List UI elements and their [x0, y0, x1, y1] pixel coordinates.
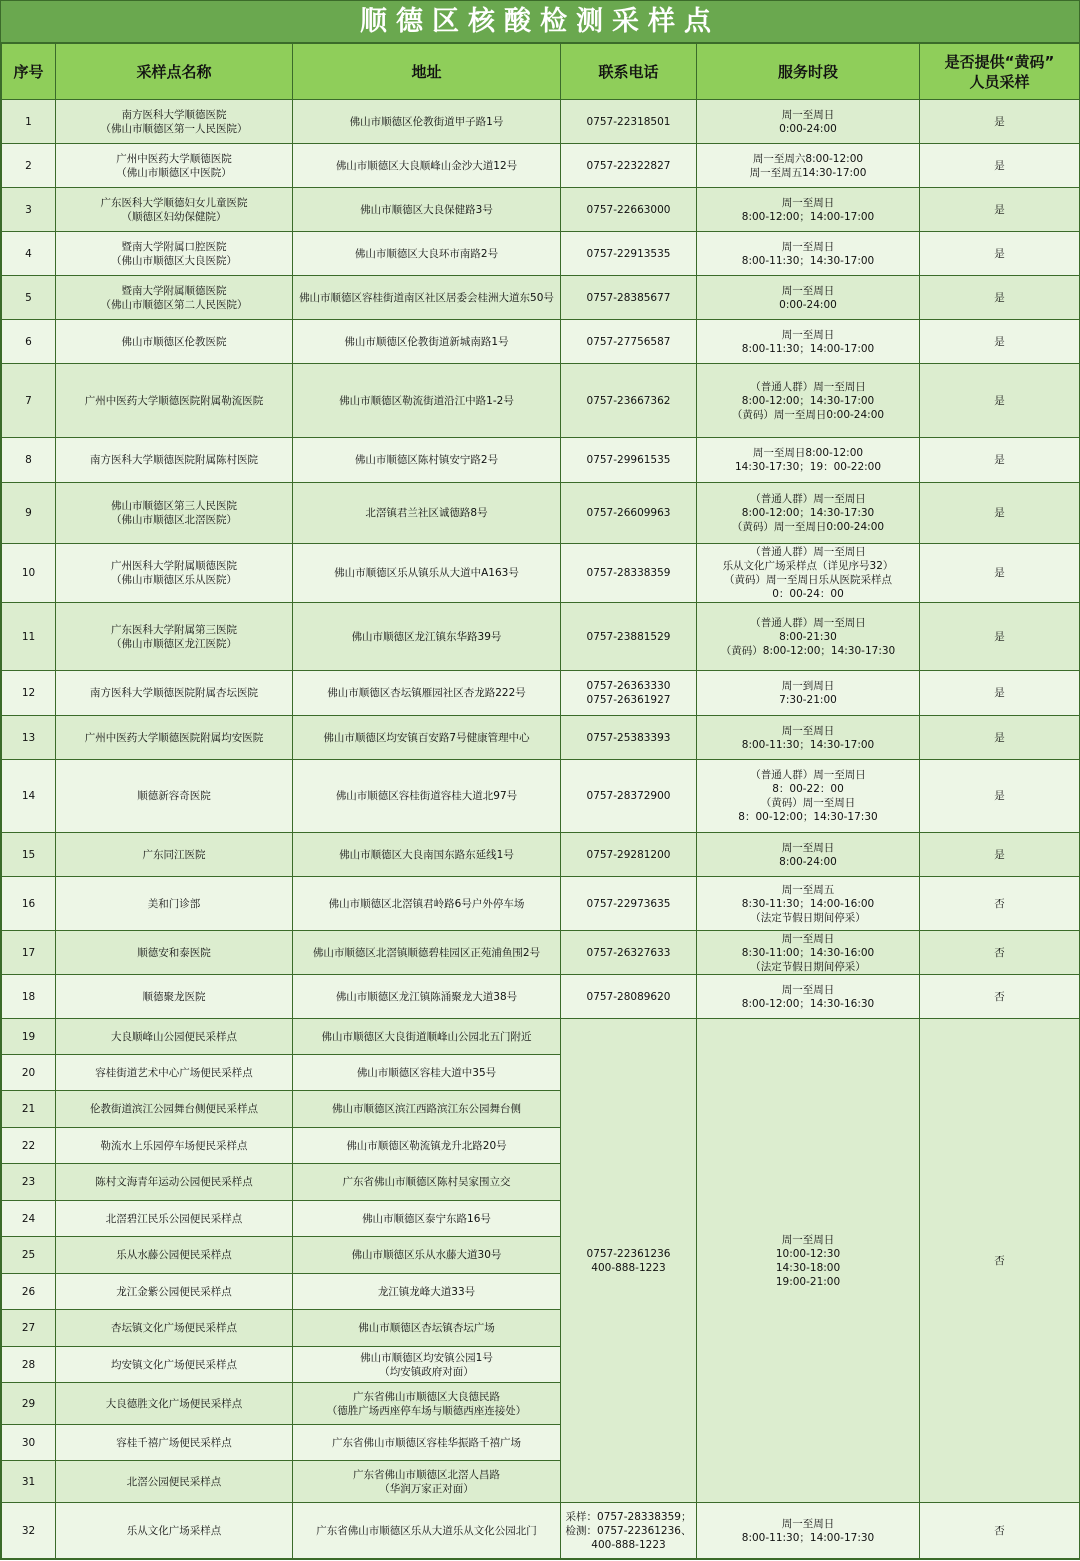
cell-seq: 27	[2, 1310, 56, 1347]
cell-seq: 6	[2, 320, 56, 364]
cell-seq: 17	[2, 931, 56, 975]
cell-seq: 21	[2, 1091, 56, 1128]
cell-name: 乐从文化广场采样点	[56, 1503, 293, 1559]
cell-address: 佛山市顺德区均安镇公园1号 （均安镇政府对面）	[293, 1347, 561, 1383]
cell-yellow: 是	[920, 833, 1080, 877]
cell-yellow: 是	[920, 603, 1080, 671]
cell-address: 佛山市顺德区乐从镇乐从大道中A163号	[293, 544, 561, 603]
cell-name: 大良德胜文化广场便民采样点	[56, 1383, 293, 1425]
cell-name: 佛山市顺德区伦教医院	[56, 320, 293, 364]
cell-address: 佛山市顺德区勒流镇龙升北路20号	[293, 1128, 561, 1164]
cell-seq: 23	[2, 1164, 56, 1201]
table-row	[2, 232, 1080, 276]
cell-address: 佛山市顺德区容桂大道中35号	[293, 1055, 561, 1091]
cell-yellow: 是	[920, 544, 1080, 603]
cell-phone: 0757-28372900	[561, 760, 697, 833]
cell-address: 龙江镇龙峰大道33号	[293, 1274, 561, 1310]
table-row	[2, 483, 1080, 544]
cell-yellow: 是	[920, 364, 1080, 438]
cell-address: 佛山市顺德区勒流街道沿江中路1-2号	[293, 364, 561, 438]
table-row	[2, 544, 1080, 603]
cell-name: 南方医科大学顺德医院 （佛山市顺德区第一人民医院）	[56, 100, 293, 144]
cell-name: 广州中医药大学顺德医院 （佛山市顺德区中医院）	[56, 144, 293, 188]
cell-seq: 9	[2, 483, 56, 544]
cell-yellow-merged: 否	[920, 1019, 1080, 1503]
cell-phone: 0757-26327633	[561, 931, 697, 975]
cell-phone: 0757-28338359	[561, 544, 697, 603]
cell-address: 佛山市顺德区容桂街道南区社区居委会桂洲大道东50号	[293, 276, 561, 320]
cell-name: 顺德聚龙医院	[56, 975, 293, 1019]
cell-seq: 12	[2, 671, 56, 716]
cell-hours: （普通人群）周一至周日 8:00-12:00；14:30-17:30 （黄码）周一至周日0:00-24:00	[697, 483, 920, 544]
sites-table	[1, 43, 1080, 1559]
cell-name: 美和门诊部	[56, 877, 293, 931]
cell-name: 顺德安和泰医院	[56, 931, 293, 975]
cell-yellow: 是	[920, 100, 1080, 144]
cell-address: 佛山市顺德区杏坛镇雁园社区杏龙路222号	[293, 671, 561, 716]
cell-name: 南方医科大学顺德医院附属杏坛医院	[56, 671, 293, 716]
cell-yellow: 是	[920, 716, 1080, 760]
cell-seq: 18	[2, 975, 56, 1019]
cell-address: 佛山市顺德区均安镇百安路7号健康管理中心	[293, 716, 561, 760]
cell-name: 南方医科大学顺德医院附属陈村医院	[56, 438, 293, 483]
cell-name: 乐从水藤公园便民采样点	[56, 1237, 293, 1274]
cell-hours: 周一至周日 8:00-11:30；14:30-17:00	[697, 716, 920, 760]
cell-seq: 29	[2, 1383, 56, 1425]
cell-hours: 周一到周日 7:30-21:00	[697, 671, 920, 716]
header-name: 采样点名称	[56, 44, 293, 100]
header-yellow-code: 是否提供“黄码” 人员采样	[920, 44, 1080, 100]
cell-hours: （普通人群）周一至周日 8:00-21:30 （黄码）8:00-12:00；14:30-17:30	[697, 603, 920, 671]
cell-yellow: 是	[920, 320, 1080, 364]
cell-address: 佛山市顺德区乐从水藤大道30号	[293, 1237, 561, 1274]
cell-hours: 周一至周日8:00-12:00 14:30-17:30；19：00-22:00	[697, 438, 920, 483]
cell-name: 北滘碧江民乐公园便民采样点	[56, 1201, 293, 1237]
cell-name: 顺德新容奇医院	[56, 760, 293, 833]
cell-phone: 0757-27756587	[561, 320, 697, 364]
table-row	[2, 833, 1080, 877]
header-hours: 服务时段	[697, 44, 920, 100]
cell-address: 佛山市顺德区龙江镇陈涌聚龙大道38号	[293, 975, 561, 1019]
cell-seq: 3	[2, 188, 56, 232]
cell-phone: 0757-22973635	[561, 877, 697, 931]
cell-address: 佛山市顺德区北滘镇君岭路6号户外停车场	[293, 877, 561, 931]
cell-name: 广东同江医院	[56, 833, 293, 877]
table-row	[2, 603, 1080, 671]
cell-name: 伦教街道滨江公园舞台侧便民采样点	[56, 1091, 293, 1128]
cell-name: 勒流水上乐园停车场便民采样点	[56, 1128, 293, 1164]
cell-yellow: 是	[920, 760, 1080, 833]
cell-hours: 周一至周日 8:00-12:00；14:00-17:00	[697, 188, 920, 232]
cell-address: 佛山市顺德区大良环市南路2号	[293, 232, 561, 276]
cell-yellow: 是	[920, 188, 1080, 232]
cell-phone: 0757-29281200	[561, 833, 697, 877]
cell-yellow: 是	[920, 276, 1080, 320]
header-row	[2, 44, 1080, 100]
cell-phone: 0757-23667362	[561, 364, 697, 438]
table-row	[2, 931, 1080, 975]
cell-name: 佛山市顺德区第三人民医院 （佛山市顺德区北滘医院）	[56, 483, 293, 544]
cell-name: 广州中医药大学顺德医院附属勒流医院	[56, 364, 293, 438]
table-row	[2, 760, 1080, 833]
table-row	[2, 144, 1080, 188]
cell-hours: 周一至周日 8:00-11:30；14:00-17:00	[697, 320, 920, 364]
cell-address: 广东省佛山市顺德区容桂华振路千禧广场	[293, 1425, 561, 1461]
cell-yellow: 是	[920, 438, 1080, 483]
table-row	[2, 100, 1080, 144]
cell-phone: 0757-29961535	[561, 438, 697, 483]
cell-phone: 0757-26363330 0757-26361927	[561, 671, 697, 716]
cell-phone: 0757-28385677	[561, 276, 697, 320]
table-row	[2, 1019, 1080, 1055]
cell-phone: 0757-26609963	[561, 483, 697, 544]
cell-phone: 0757-22663000	[561, 188, 697, 232]
sheet-title: 顺德区核酸检测采样点	[1, 1, 1079, 43]
cell-seq: 11	[2, 603, 56, 671]
cell-hours-merged: 周一至周日 10:00-12:30 14:30-18:00 19:00-21:00	[697, 1019, 920, 1503]
cell-name: 大良顺峰山公园便民采样点	[56, 1019, 293, 1055]
cell-seq: 5	[2, 276, 56, 320]
table-row	[2, 975, 1080, 1019]
cell-address: 佛山市顺德区容桂街道容桂大道北97号	[293, 760, 561, 833]
cell-yellow: 否	[920, 975, 1080, 1019]
cell-seq: 15	[2, 833, 56, 877]
cell-address: 广东省佛山市顺德区乐从大道乐从文化公园北门	[293, 1503, 561, 1559]
cell-name: 暨南大学附属口腔医院 （佛山市顺德区大良医院）	[56, 232, 293, 276]
sites-table-body	[2, 100, 1080, 1559]
cell-hours: 周一至周六8:00-12:00 周一至周五14:30-17:00	[697, 144, 920, 188]
cell-name: 均安镇文化广场便民采样点	[56, 1347, 293, 1383]
cell-address: 佛山市顺德区滨江西路滨江东公园舞台侧	[293, 1091, 561, 1128]
cell-seq: 20	[2, 1055, 56, 1091]
cell-hours: 周一至周日 8:30-11:00；14:30-16:00 （法定节假日期间停采）	[697, 931, 920, 975]
cell-phone: 采样：0757-28338359； 检测：0757-22361236、 400-888-1223	[561, 1503, 697, 1559]
cell-address: 广东省佛山市顺德区陈村吴家围立交	[293, 1164, 561, 1201]
cell-hours: 周一至周日 8:00-24:00	[697, 833, 920, 877]
cell-phone: 0757-23881529	[561, 603, 697, 671]
cell-seq: 7	[2, 364, 56, 438]
header-phone: 联系电话	[561, 44, 697, 100]
cell-name: 广东医科大学顺德妇女儿童医院 （顺德区妇幼保健院）	[56, 188, 293, 232]
cell-address: 佛山市顺德区陈村镇安宁路2号	[293, 438, 561, 483]
cell-hours: 周一至周日 8:00-12:00；14:30-16:30	[697, 975, 920, 1019]
cell-hours: 周一至周日 8:00-11:30；14:30-17:00	[697, 232, 920, 276]
cell-seq: 32	[2, 1503, 56, 1559]
cell-name: 陈村文海青年运动公园便民采样点	[56, 1164, 293, 1201]
cell-address: 佛山市顺德区大良保健路3号	[293, 188, 561, 232]
cell-yellow: 是	[920, 483, 1080, 544]
table-row	[2, 188, 1080, 232]
cell-name: 广州医科大学附属顺德医院 （佛山市顺德区乐从医院）	[56, 544, 293, 603]
cell-phone: 0757-22318501	[561, 100, 697, 144]
cell-yellow: 是	[920, 232, 1080, 276]
cell-name: 北滘公园便民采样点	[56, 1461, 293, 1503]
cell-seq: 4	[2, 232, 56, 276]
cell-address: 广东省佛山市顺德区北滘人昌路 （华润万家正对面）	[293, 1461, 561, 1503]
table-row	[2, 276, 1080, 320]
cell-seq: 24	[2, 1201, 56, 1237]
cell-seq: 22	[2, 1128, 56, 1164]
cell-seq: 1	[2, 100, 56, 144]
cell-address: 佛山市顺德区伦教街道新城南路1号	[293, 320, 561, 364]
cell-phone: 0757-25383393	[561, 716, 697, 760]
cell-hours: （普通人群）周一至周日 8:00-12:00；14:30-17:00 （黄码）周一至周日0:00-24:00	[697, 364, 920, 438]
cell-name: 广州中医药大学顺德医院附属均安医院	[56, 716, 293, 760]
cell-seq: 8	[2, 438, 56, 483]
cell-yellow: 是	[920, 144, 1080, 188]
cell-yellow: 否	[920, 877, 1080, 931]
cell-phone: 0757-22322827	[561, 144, 697, 188]
cell-address: 佛山市顺德区龙江镇东华路39号	[293, 603, 561, 671]
cell-yellow: 否	[920, 1503, 1080, 1559]
cell-seq: 2	[2, 144, 56, 188]
table-row	[2, 671, 1080, 716]
cell-hours: （普通人群）周一至周日 乐从文化广场采样点（详见序号32） （黄码）周一至周日乐从医院采样点 0：00-24：00	[697, 544, 920, 603]
table-row	[2, 438, 1080, 483]
cell-address: 佛山市顺德区大良南国东路东延线1号	[293, 833, 561, 877]
cell-name: 杏坛镇文化广场便民采样点	[56, 1310, 293, 1347]
cell-name: 容桂街道艺术中心广场便民采样点	[56, 1055, 293, 1091]
cell-hours: 周一至周五 8:30-11:30；14:00-16:00 （法定节假日期间停采）	[697, 877, 920, 931]
cell-hours: 周一至周日 0:00-24:00	[697, 276, 920, 320]
cell-seq: 13	[2, 716, 56, 760]
cell-seq: 19	[2, 1019, 56, 1055]
cell-hours: 周一至周日 8:00-11:30；14:00-17:30	[697, 1503, 920, 1559]
cell-seq: 16	[2, 877, 56, 931]
cell-hours: 周一至周日 0:00-24:00	[697, 100, 920, 144]
cell-seq: 28	[2, 1347, 56, 1383]
header-seq: 序号	[2, 44, 56, 100]
table-row	[2, 877, 1080, 931]
cell-address: 佛山市顺德区北滘镇顺德碧桂园区正苑浦鱼围2号	[293, 931, 561, 975]
cell-address: 广东省佛山市顺德区大良德民路 （德胜广场西座停车场与顺德西座连接处）	[293, 1383, 561, 1425]
cell-hours: （普通人群）周一至周日 8：00-22：00 （黄码）周一至周日 8：00-12:00；14:30-17:30	[697, 760, 920, 833]
cell-name: 容桂千禧广场便民采样点	[56, 1425, 293, 1461]
cell-yellow: 否	[920, 931, 1080, 975]
cell-phone: 0757-28089620	[561, 975, 697, 1019]
cell-seq: 30	[2, 1425, 56, 1461]
table-row	[2, 716, 1080, 760]
table-row	[2, 320, 1080, 364]
header-address: 地址	[293, 44, 561, 100]
cell-yellow: 是	[920, 671, 1080, 716]
cell-seq: 14	[2, 760, 56, 833]
cell-seq: 25	[2, 1237, 56, 1274]
cell-address: 佛山市顺德区泰宁东路16号	[293, 1201, 561, 1237]
cell-phone-merged: 0757-22361236 400-888-1223	[561, 1019, 697, 1503]
cell-address: 北滘镇君兰社区诚德路8号	[293, 483, 561, 544]
cell-seq: 31	[2, 1461, 56, 1503]
cell-address: 佛山市顺德区大良街道顺峰山公园北五门附近	[293, 1019, 561, 1055]
cell-name: 暨南大学附属顺德医院 （佛山市顺德区第二人民医院）	[56, 276, 293, 320]
cell-seq: 26	[2, 1274, 56, 1310]
cell-phone: 0757-22913535	[561, 232, 697, 276]
cell-address: 佛山市顺德区杏坛镇杏坛广场	[293, 1310, 561, 1347]
table-row	[2, 364, 1080, 438]
table-row	[2, 1503, 1080, 1559]
cell-name: 龙江金紫公园便民采样点	[56, 1274, 293, 1310]
cell-name: 广东医科大学附属第三医院 （佛山市顺德区龙江医院）	[56, 603, 293, 671]
cell-address: 佛山市顺德区大良顺峰山金沙大道12号	[293, 144, 561, 188]
cell-address: 佛山市顺德区伦教街道甲子路1号	[293, 100, 561, 144]
cell-seq: 10	[2, 544, 56, 603]
